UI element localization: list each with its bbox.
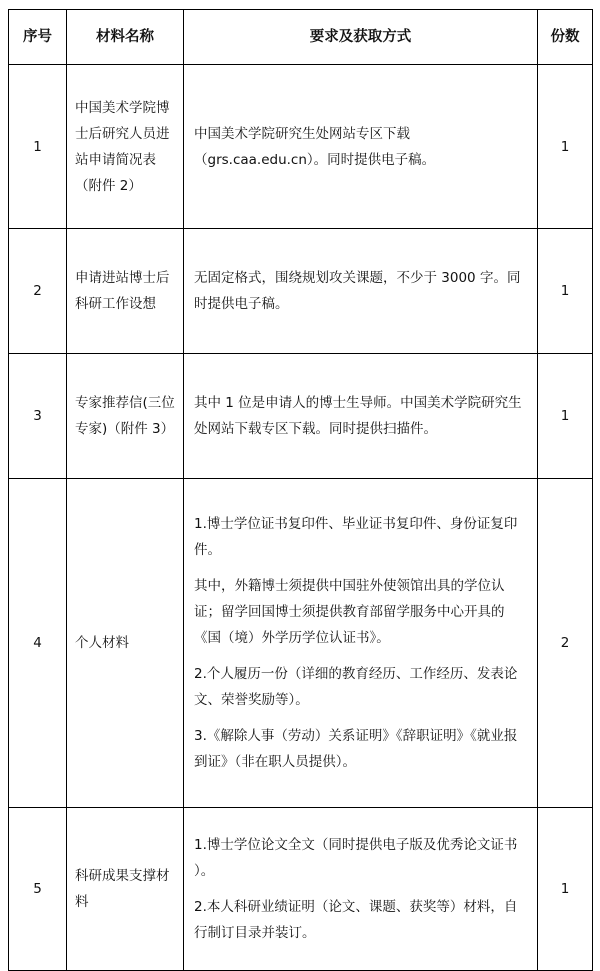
row-requirements: [184, 229, 538, 354]
header-copies: 份数: [538, 10, 593, 65]
row-no: 4: [9, 479, 67, 808]
requirement-text: 2.本人科研业绩证明（论文、课题、获奖等）材料，自行制订目录并装订。: [194, 899, 518, 941]
header-requirements: 要求及获取方式: [184, 10, 538, 65]
requirement-text: 2.个人履历一份（详细的教育经历、工作经历、发表论文、荣誉奖励等）。: [194, 666, 518, 708]
row-no: 5: [9, 808, 67, 971]
table-row: [9, 479, 593, 808]
row-material-name: 申请进站博士后科研工作设想: [67, 229, 184, 354]
row-material-name: 科研成果支撑材料: [67, 808, 184, 971]
row-copies: 1: [538, 229, 593, 354]
table-row: [9, 229, 593, 354]
table-row: [9, 354, 593, 479]
row-copies: 1: [538, 808, 593, 971]
row-copies: 1: [538, 354, 593, 479]
requirement-text: 中国美术学院研究生处网站专区下载（grs.caa.edu.cn）。同时提供电子稿。: [194, 125, 436, 168]
requirement-text: 无固定格式，围绕规划攻关课题，不少于 3000 字。同时提供电子稿。: [194, 270, 521, 312]
requirement-text: 3.《解除人事（劳动）关系证明》《辞职证明》《就业报到证》（非在职人员提供）。: [194, 728, 518, 770]
materials-table: [8, 9, 593, 971]
row-requirements: [184, 354, 538, 479]
requirement-text: 1.博士学位证书复印件、毕业证书复印件、身份证复印件。: [194, 516, 518, 558]
row-material-name: 中国美术学院博士后研究人员进站申请简况表（附件 2）: [67, 65, 184, 229]
header-name: 材料名称: [67, 10, 184, 65]
requirement-text: 1.博士学位论文全文（同时提供电子版及优秀论文证书 ）。: [194, 837, 518, 879]
header-no: 序号: [9, 10, 67, 65]
row-copies: 1: [538, 65, 593, 229]
table-row: [9, 808, 593, 971]
requirement-text: 其中，外籍博士须提供中国驻外使领馆出具的学位认证；留学回国博士须提供教育部留学服务中心开具的《国（境）外学历学位认证书》。: [194, 578, 505, 646]
row-no: 3: [9, 354, 67, 479]
table-row: [9, 65, 593, 229]
row-material-name: 个人材料: [67, 479, 184, 808]
row-requirements: [184, 808, 538, 971]
row-copies: 2: [538, 479, 593, 808]
row-requirements: [184, 479, 538, 808]
row-no: 1: [9, 65, 67, 229]
requirement-text: 其中 1 位是申请人的博士生导师。中国美术学院研究生处网站下载专区下载。同时提供扫描件。: [194, 395, 522, 437]
row-requirements: [184, 65, 538, 229]
row-material-name: 专家推荐信(三位专家)（附件 3）: [67, 354, 184, 479]
row-no: 2: [9, 229, 67, 354]
table-header-row: [9, 10, 593, 65]
